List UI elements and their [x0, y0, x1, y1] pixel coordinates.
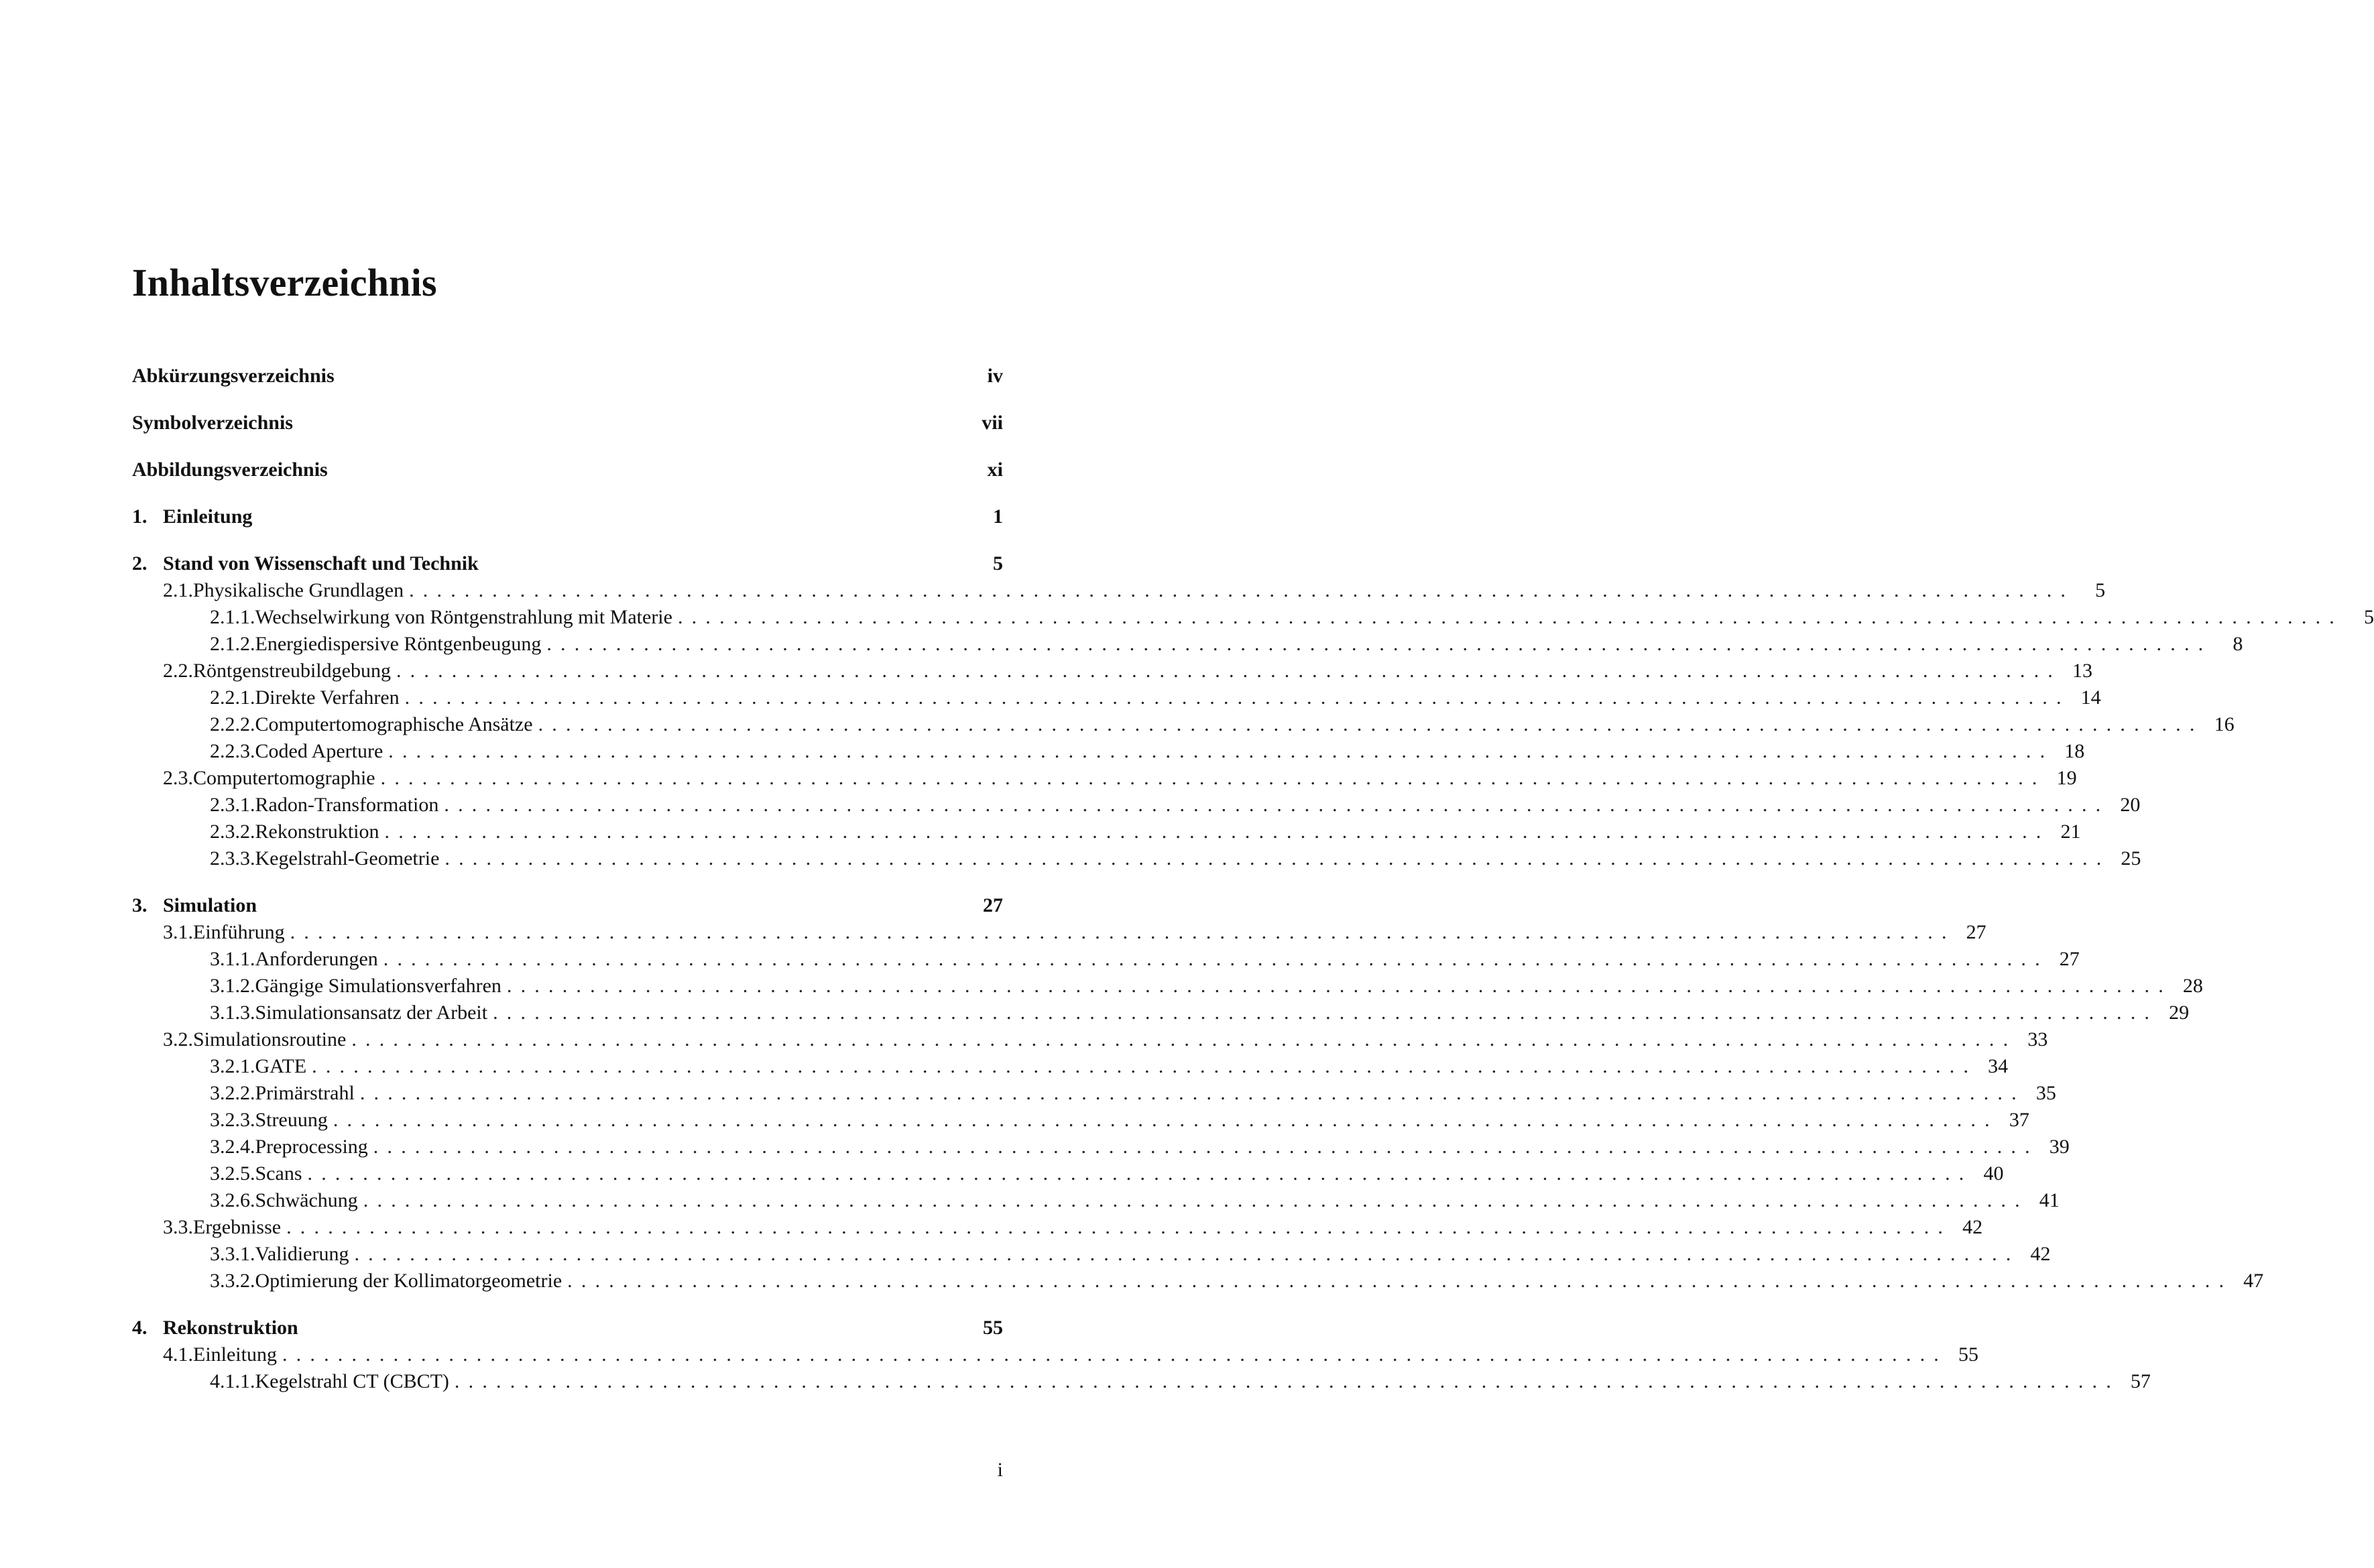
- toc-entry-label: Optimierung der Kollimatorgeometrie: [255, 1270, 562, 1292]
- toc-entry-number: 3.2.3.: [210, 1109, 255, 1131]
- toc-entry-page: 39: [2049, 1136, 2070, 1158]
- toc-entry[interactable]: [132, 819, 2081, 845]
- toc-dot-leader: ........................................................................................................................: [351, 1028, 2017, 1050]
- toc-dot-leader: ........................................................................................................................: [506, 975, 2172, 997]
- toc-entry[interactable]: [132, 457, 1003, 483]
- toc-entry-label: Rekonstruktion: [163, 1317, 298, 1339]
- toc-entry[interactable]: [132, 1268, 2264, 1294]
- toc-dot-leader: ........................................................................................................................: [312, 1055, 1978, 1077]
- toc-dot-leader: ........................................................................................................................: [493, 1002, 2159, 1024]
- toc-entry-number: 2.2.1.: [210, 686, 255, 709]
- toc-entry[interactable]: [132, 410, 1003, 436]
- toc-entry-page: 8: [2233, 633, 2243, 655]
- toc-entry[interactable]: [132, 605, 2374, 630]
- toc-entry-label: Simulationsansatz der Arbeit: [255, 1002, 488, 1024]
- toc-entry-label: Primärstrahl: [255, 1082, 355, 1104]
- toc-entry-label: Einleitung: [163, 505, 253, 528]
- toc-entry-label: Schwächung: [255, 1189, 358, 1211]
- toc-entry-number: 2.3.1.: [210, 794, 255, 816]
- toc-entry-page: 57: [2130, 1370, 2151, 1392]
- toc-entry-label: Simulation: [163, 894, 257, 916]
- toc-entry-label: Scans: [255, 1162, 302, 1185]
- toc-entry-label: Einleitung: [193, 1343, 277, 1366]
- toc-entry-page: 37: [2009, 1109, 2029, 1131]
- toc-entry[interactable]: [132, 1000, 2190, 1026]
- toc-entry-number: 2.2.: [163, 660, 193, 682]
- toc-entry-label: Anforderungen: [255, 948, 378, 970]
- toc-dot-leader: ........................................................................................................................: [354, 1243, 2020, 1265]
- toc-entry-page: 35: [2035, 1082, 2056, 1104]
- toc-entry-number: 4.1.: [163, 1343, 193, 1366]
- toc-entry[interactable]: [132, 920, 1986, 945]
- toc-entry-label: GATE: [255, 1055, 307, 1077]
- toc-entry-number: 3.2.1.: [210, 1055, 255, 1077]
- toc-entry-number: 2.1.1.: [210, 606, 255, 628]
- toc-entry-label: Ergebnisse: [193, 1216, 282, 1238]
- toc-dot-leader: ........................................................................................................................: [388, 740, 2054, 762]
- toc-entry-number: 3.2.2.: [210, 1082, 255, 1104]
- toc-entry-page: 47: [2243, 1270, 2264, 1292]
- toc-entry-label: Gängige Simulationsverfahren: [255, 975, 501, 997]
- toc-entry-label: Preprocessing: [255, 1136, 368, 1158]
- toc-entry[interactable]: [132, 973, 2203, 999]
- toc-entry-number: 3.2.: [163, 1028, 193, 1050]
- toc-entry-number: 2.3.3.: [210, 847, 255, 869]
- toc-entry-number: 2.2.3.: [210, 740, 255, 762]
- toc-entry-number: 3.1.3.: [210, 1002, 255, 1024]
- toc-entry-page: 40: [1983, 1162, 2004, 1185]
- toc-entry-number: 2.3.2.: [210, 821, 255, 843]
- toc-entry-page: 41: [2039, 1189, 2060, 1211]
- toc-entry-label: Energiedispersive Röntgenbeugung: [255, 633, 542, 655]
- toc-entry-number: 3.2.5.: [210, 1162, 255, 1185]
- toc-entry-page: 28: [2182, 975, 2203, 997]
- toc-entry[interactable]: [132, 578, 2106, 603]
- toc-entry[interactable]: [132, 1342, 1978, 1368]
- toc-entry-number: 2.1.: [163, 579, 193, 601]
- toc-entry[interactable]: [132, 1134, 2070, 1160]
- toc-entry-page: iv: [987, 365, 1003, 387]
- toc-entry[interactable]: [132, 846, 2141, 871]
- toc-entry[interactable]: [132, 1107, 2029, 1133]
- toc-entry[interactable]: [132, 893, 1003, 918]
- toc-entry-label: Kegelstrahl-Geometrie: [255, 847, 440, 869]
- toc-entry-number: 3.3.1.: [210, 1243, 255, 1265]
- toc-entry-page: 27: [983, 894, 1003, 916]
- toc-entry[interactable]: [132, 1161, 2004, 1187]
- toc-entry-page: 5: [2363, 606, 2374, 628]
- toc-entry-number: 3.1.: [163, 921, 193, 943]
- toc-entry-number: 4.: [132, 1317, 147, 1339]
- toc-entry[interactable]: [132, 1027, 2048, 1052]
- toc-entry[interactable]: [132, 947, 2080, 972]
- toc-entry-page: vii: [982, 412, 1003, 434]
- toc-dot-leader: ........................................................................................................................: [359, 1082, 2025, 1104]
- toc-entry-page: xi: [987, 459, 1003, 481]
- toc-entry[interactable]: [132, 1188, 2060, 1213]
- toc-entry-number: 3.3.2.: [210, 1270, 255, 1292]
- toc-entry[interactable]: [132, 363, 1003, 389]
- toc-entry[interactable]: [132, 658, 2092, 684]
- toc-entry-label: Abbildungsverzeichnis: [132, 459, 328, 481]
- toc-entry-page: 55: [1958, 1343, 1978, 1366]
- page-number: i: [997, 1459, 1003, 1481]
- toc-dot-leader: ........................................................................................................................: [444, 794, 2110, 816]
- toc-entry[interactable]: [132, 1054, 2009, 1079]
- toc-dot-leader: ........................................................................................................................: [567, 1270, 2233, 1292]
- toc-entry-page: 16: [2214, 713, 2235, 735]
- toc-entry[interactable]: [132, 712, 2235, 737]
- toc-entry[interactable]: [132, 1215, 1983, 1240]
- toc-entry[interactable]: [132, 792, 2141, 818]
- toc-entry-label: Validierung: [255, 1243, 349, 1265]
- toc-entry-number: 3.: [132, 894, 147, 916]
- toc-entry[interactable]: [132, 551, 1003, 577]
- toc-entry-label: Rekonstruktion: [255, 821, 379, 843]
- toc-entry-page: 29: [2169, 1002, 2190, 1024]
- toc-entry-page: 19: [2056, 767, 2077, 789]
- toc-entry[interactable]: [132, 1315, 1003, 1341]
- toc-entry-number: 2.3.: [163, 767, 193, 789]
- toc-dot-leader: ........................................................................................................................: [677, 606, 2343, 628]
- toc-entry-label: Simulationsroutine: [193, 1028, 347, 1050]
- toc-entry[interactable]: [132, 1369, 2151, 1394]
- toc-entry-page: 20: [2120, 794, 2141, 816]
- toc-entry[interactable]: [132, 631, 2243, 657]
- toc-entry-number: 4.1.1.: [210, 1370, 255, 1392]
- toc-dot-leader: ........................................................................................................................: [538, 713, 2204, 735]
- toc-entry-number: 2.1.2.: [210, 633, 255, 655]
- toc-entry-page: 21: [2060, 821, 2081, 843]
- toc-entry-number: 3.1.1.: [210, 948, 255, 970]
- toc-entry-label: Coded Aperture: [255, 740, 383, 762]
- toc-entry-number: 3.1.2.: [210, 975, 255, 997]
- toc-entry-page: 18: [2064, 740, 2085, 762]
- toc-dot-leader: ........................................................................................................................: [444, 847, 2111, 869]
- toc-entry[interactable]: [132, 1081, 2056, 1106]
- toc-entry-label: Streuung: [255, 1109, 328, 1131]
- toc-dot-leader: ........................................................................................................................: [396, 660, 2062, 682]
- toc-entry-page: 5: [993, 552, 1003, 575]
- toc-dot-leader: ........................................................................................................................: [454, 1370, 2120, 1392]
- toc-entry-number: 3.2.6.: [210, 1189, 255, 1211]
- toc-dot-leader: ........................................................................................................................: [363, 1189, 2029, 1211]
- toc-entry-page: 34: [1988, 1055, 2009, 1077]
- toc-entry-label: Stand von Wissenschaft und Technik: [163, 552, 479, 575]
- toc-entry-page: 27: [1966, 921, 1986, 943]
- toc-entry-page: 42: [1962, 1216, 1983, 1238]
- toc-dot-leader: ........................................................................................................................: [290, 921, 1956, 943]
- toc-entry-page: 14: [2080, 686, 2101, 709]
- toc-entry-label: Direkte Verfahren: [255, 686, 400, 709]
- toc-entry-label: Kegelstrahl CT (CBCT): [255, 1370, 449, 1392]
- toc-entry[interactable]: [132, 504, 1003, 530]
- toc-dot-leader: ........................................................................................................................: [282, 1343, 1948, 1366]
- toc-dot-leader: ........................................................................................................................: [383, 948, 2049, 970]
- toc-entry[interactable]: [132, 685, 2101, 711]
- toc-entry-label: Computertomographie: [193, 767, 375, 789]
- toc-dot-leader: ........................................................................................................................: [404, 686, 2070, 709]
- toc-dot-leader: ........................................................................................................................: [384, 821, 2050, 843]
- toc-entry-number: 2.2.2.: [210, 713, 255, 735]
- toc-entry-label: Radon-Transformation: [255, 794, 439, 816]
- toc-entry-page: 25: [2121, 847, 2141, 869]
- toc-entry-label: Einführung: [193, 921, 285, 943]
- page-title: Inhaltsverzeichnis: [132, 261, 437, 304]
- toc-dot-leader: ........................................................................................................................: [286, 1216, 1952, 1238]
- toc-entry-page: 27: [2059, 948, 2080, 970]
- toc-entry-page: 55: [983, 1317, 1003, 1339]
- toc-entry-label: Abkürzungsverzeichnis: [132, 365, 335, 387]
- toc-dot-leader: ........................................................................................................................: [333, 1109, 1999, 1131]
- toc-entry-page: 5: [2095, 579, 2106, 601]
- toc-entry-number: 2.: [132, 552, 147, 575]
- toc-entry[interactable]: [132, 1242, 2051, 1267]
- toc-dot-leader: ........................................................................................................................: [373, 1136, 2039, 1158]
- toc-entry-label: Wechselwirkung von Röntgenstrahlung mit Materie: [255, 606, 672, 628]
- toc-dot-leader: ........................................................................................................................: [380, 767, 2046, 789]
- toc-dot-leader: ........................................................................................................................: [307, 1162, 1973, 1185]
- toc-dot-leader: ........................................................................................................................: [409, 579, 2075, 601]
- toc-entry-number: 3.3.: [163, 1216, 193, 1238]
- toc-entry-label: Computertomographische Ansätze: [255, 713, 533, 735]
- toc-entry-label: Symbolverzeichnis: [132, 412, 293, 434]
- toc-entry-label: Physikalische Grundlagen: [193, 579, 404, 601]
- toc-entry-page: 1: [993, 505, 1003, 528]
- toc-entry-number: 3.2.4.: [210, 1136, 255, 1158]
- toc-entry[interactable]: [132, 739, 2085, 764]
- toc-dot-leader: ........................................................................................................................: [546, 633, 2212, 655]
- toc-entry[interactable]: [132, 766, 2077, 791]
- toc-entry-page: 13: [2072, 660, 2092, 682]
- toc-entry-label: Röntgenstreubildgebung: [193, 660, 391, 682]
- toc-entry-page: 33: [2027, 1028, 2048, 1050]
- toc-entry-number: 1.: [132, 505, 147, 528]
- toc-entry-page: 42: [2030, 1243, 2051, 1265]
